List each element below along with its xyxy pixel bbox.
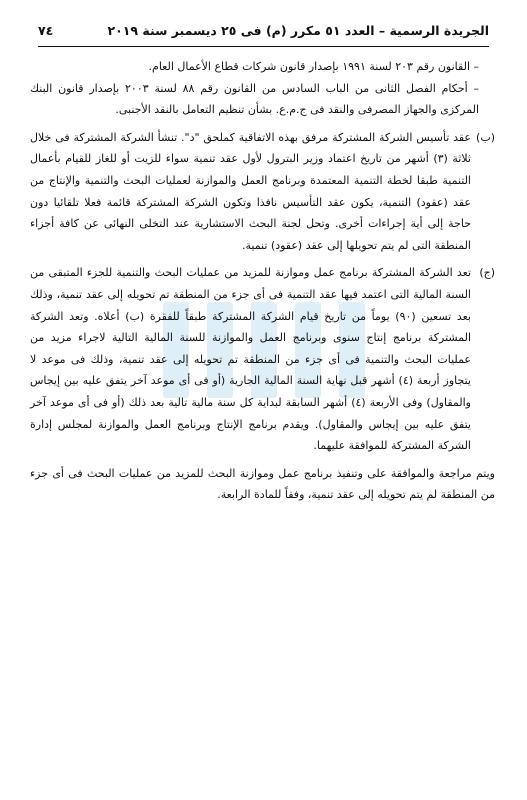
paragraph-b-text: عقد تأسيس الشركة المشتركة مرفق بهذه الاتفاقية كملحق "د". تنشأ الشركة المشتركة فى خلال ثلاثة (٣) أشهر من تاريخ اعتماد وزير البترول لأول عقد تنمية سواء للزيت أو للغاز للقيام بأعمال التنمية طبقا لخطة التنمية المعتمدة وبرنامج العمل والموازنة لعمليات البحث والتنمية والإنتاج من عقد (عقود) التنمية، يكون عقد التأسيس نافذا وتكون الشركة المشتركة قائمة فعلا تلقائيا دون حاجة إلى أية إجراءات أخرى. وتحل لجنة البحث الاستشارية عند التخلى النهائى عن كافة أجزاء المنطقة التى لم يتم تحويلها إلى عقد (عقود) تنمية. [30,130,471,252]
bullet-law-88: – أحكام الفصل الثانى من الباب السادس من القانون رقم ٨٨ لسنة ٢٠٠٣ بإصدار قانون البنك المركزى والجهاز المصرفى والنقد فى ج.م.ع. بشأن تنظيم التعامل بالنقد الأجنبى. [30,81,479,117]
paragraph-marker-b: (ب) [476,130,495,144]
header-title: الجريدة الرسمية – العدد ٥١ مكرر (م) فى ٢٥ ديسمبر سنة ٢٠١٩ [107,22,489,38]
bullet-law-203: – القانون رقم ٢٠٣ لسنة ١٩٩١ بإصدار قانون شركات قطاع الأعمال العام. [148,60,479,73]
paragraph-c-text: تعد الشركة المشتركة برنامج عمل وموازنة للمزيد من عمليات البحث والتنمية للجزء المتبقى من السنة المالية التى اعتمد فيها عقد التنمية فى أى جزء من المنطقة تم تحويله إلى عقد تنمية، وذلك بعد تسعين (٩٠) يوماً من تاريخ قيام الشركة المشتركة طبقاً للفقرة (ب) أعلاه. وتعد الشركة المشتركة برنامج إنتاج سنوى وبرنامج العمل والموازنة للسنة المالية التالية لاجراء مزيد من عمليات البحث والتنمية فى أى جزء من المنطقة تم تحويله إلى عقد تنمية، وذلك فى موعد لا يتجاوز أربعة (٤) أشهر قبل نهاية السنة المالية الجارية (أو فى أى موعد آخر يتفق عليه بين إيجاس والمقاول) وفى الأربعة (٤) أشهر السابقة لبداية كل سنة مالية تالية بعد ذلك (أو فى أى موعد آخر يتفق عليه بين إيجاس والمقاول). ويقدم برنامج الإنتاج وبرنامج العمل والموازنة لمجلس إدارة الشركة المشتركة للموافقة عليهما. [30,266,471,453]
page-header [38,18,489,42]
page-number: ٧٤ [38,22,54,38]
paragraph-b [30,127,495,257]
paragraph-c [30,262,495,456]
header-divider [38,46,489,47]
paragraph-marker-c: (ج) [479,266,495,280]
document-body [30,56,495,506]
closing-paragraph: ويتم مراجعة والموافقة على وتنفيذ برنامج عمل وموازنة البحث للمزيد من عمليات البحث فى أى جزء من المنطقة لم يتم تحويله إلى عقد تنمية، وفقاً للمادة الرابعة. [30,466,495,502]
